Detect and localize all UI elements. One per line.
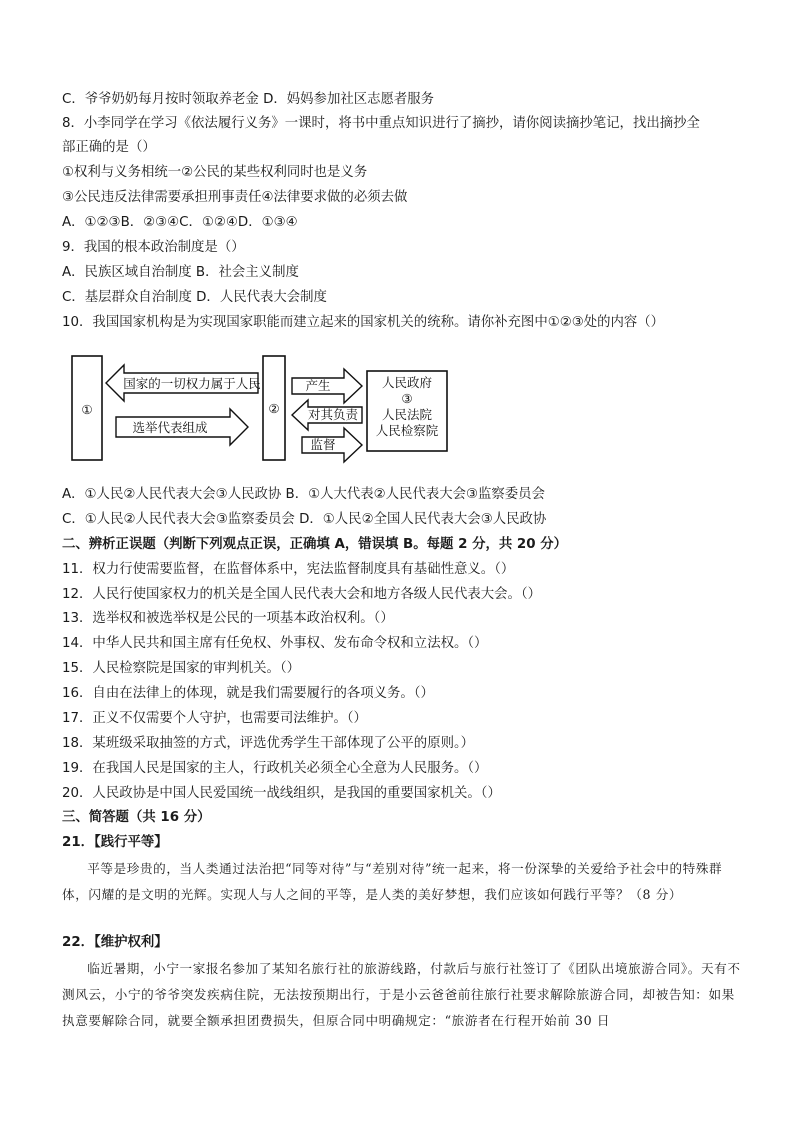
section-3-heading: 三、简答题（共 16 分） xyxy=(62,810,211,825)
arrow-produce-label: 产生 xyxy=(305,378,331,393)
question-19: 19．在我国人民是国家的主人，行政机关必须全心全意为人民服务。（） xyxy=(62,761,488,776)
box-1-label: ① xyxy=(81,402,93,417)
options-line: C．①人民②人民代表大会③监察委员会 D．①人民②全国人民代表大会③人民政协 xyxy=(62,512,547,527)
state-organ-diagram xyxy=(70,353,460,471)
options-line: A．①②③B．②③④C．①②④D．①③④ xyxy=(62,215,298,230)
box-3-line-4: 人民检察院 xyxy=(375,423,439,438)
arrow-left-label: 国家的一切权力属于人民 xyxy=(123,376,261,391)
arrow-right-label: 选举代表组成 xyxy=(132,420,208,435)
question-22-title: 22．【维护权利】 xyxy=(62,935,168,950)
question-21-body: 平等是珍贵的，当人类通过法治把“同等对待”与“差别对待”统一起来，将一份深挚的关爱给予社会中的特殊群体，闪耀的是文明的光辉。实现人与人之间的平等，是人类的美好梦想，我们应该如何践行平等？（8 分） xyxy=(62,861,723,902)
text-line: 部正确的是（） xyxy=(62,140,156,155)
text-line: ③公民违反法律需要承担刑事责任④法律要求做的必须去做 xyxy=(62,190,408,205)
options-line: C．基层群众自治制度 D．人民代表大会制度 xyxy=(62,290,327,305)
question-20: 20．人民政协是中国人民爱国统一战线组织，是我国的重要国家机关。（） xyxy=(62,786,501,801)
box-3-line-3: 人民法院 xyxy=(381,407,433,422)
arrow-responsible-label: 对其负责 xyxy=(307,407,359,422)
question-12: 12．人民行使国家权力的机关是全国人民代表大会和地方各级人民代表大会。（） xyxy=(62,587,542,602)
question-15: 15．人民检察院是国家的审判机关。（） xyxy=(62,661,300,676)
arrow-supervise-label: 监督 xyxy=(310,437,336,452)
question-9: 9．我国的根本政治制度是（） xyxy=(62,240,245,255)
question-21-title: 21．【践行平等】 xyxy=(62,835,168,850)
question-17: 17．正义不仅需要个人守护，也需要司法维护。（） xyxy=(62,711,367,726)
question-13: 13．选举权和被选举权是公民的一项基本政治权利。（） xyxy=(62,611,394,626)
options-line: A．①人民②人民代表大会③人民政协 B．①人大代表②人民代表大会③监察委员会 xyxy=(62,487,545,502)
options-line: A．民族区域自治制度 B．社会主义制度 xyxy=(62,265,299,280)
question-14: 14．中华人民共和国主席有任免权、外事权、发布命令权和立法权。（） xyxy=(62,636,488,651)
section-2-heading: 二、辨析正误题（判断下列观点正误，正确填 A，错误填 B。每题 2 分，共 20 分） xyxy=(62,537,567,552)
text-line: C．爷爷奶奶每月按时领取养老金 D．妈妈参加社区志愿者服务 xyxy=(62,92,435,107)
text-line: ①权利与义务相统一②公民的某些权利同时也是义务 xyxy=(62,165,368,180)
question-11: 11．权力行使需要监督，在监督体系中，宪法监督制度具有基础性意义。（） xyxy=(62,562,515,577)
question-10: 10．我国国家机构是为实现国家职能而建立起来的国家机关的统称。请你补充图中①②③处的内容（） xyxy=(62,315,665,330)
box-2-label: ② xyxy=(268,401,280,416)
question-22-body: 临近暑期，小宁一家报名参加了某知名旅行社的旅游线路，付款后与旅行社签订了《团队出境旅游合同》。天有不测风云，小宁的爷爷突发疾病住院，无法按预期出行，于是小云爸爸前往旅行社要求解除旅游合同，却被告知：如果执意要解除合同，就要全额承担团费损失，但原合同中明确规定：“旅游者在行程开始前 30 日 xyxy=(62,961,741,1028)
question-18: 18．某班级采取抽签的方式，评选优秀学生干部体现了公平的原则。） xyxy=(62,736,475,751)
box-3-line-1: 人民政府 xyxy=(381,375,433,390)
question-16: 16．自由在法律上的体现，就是我们需要履行的各项义务。（） xyxy=(62,686,434,701)
question-8: 8．小李同学在学习《依法履行义务》一课时，将书中重点知识进行了摘抄，请你阅读摘抄笔记，找出摘抄全 xyxy=(62,116,700,131)
box-3-line-2: ③ xyxy=(401,391,413,406)
